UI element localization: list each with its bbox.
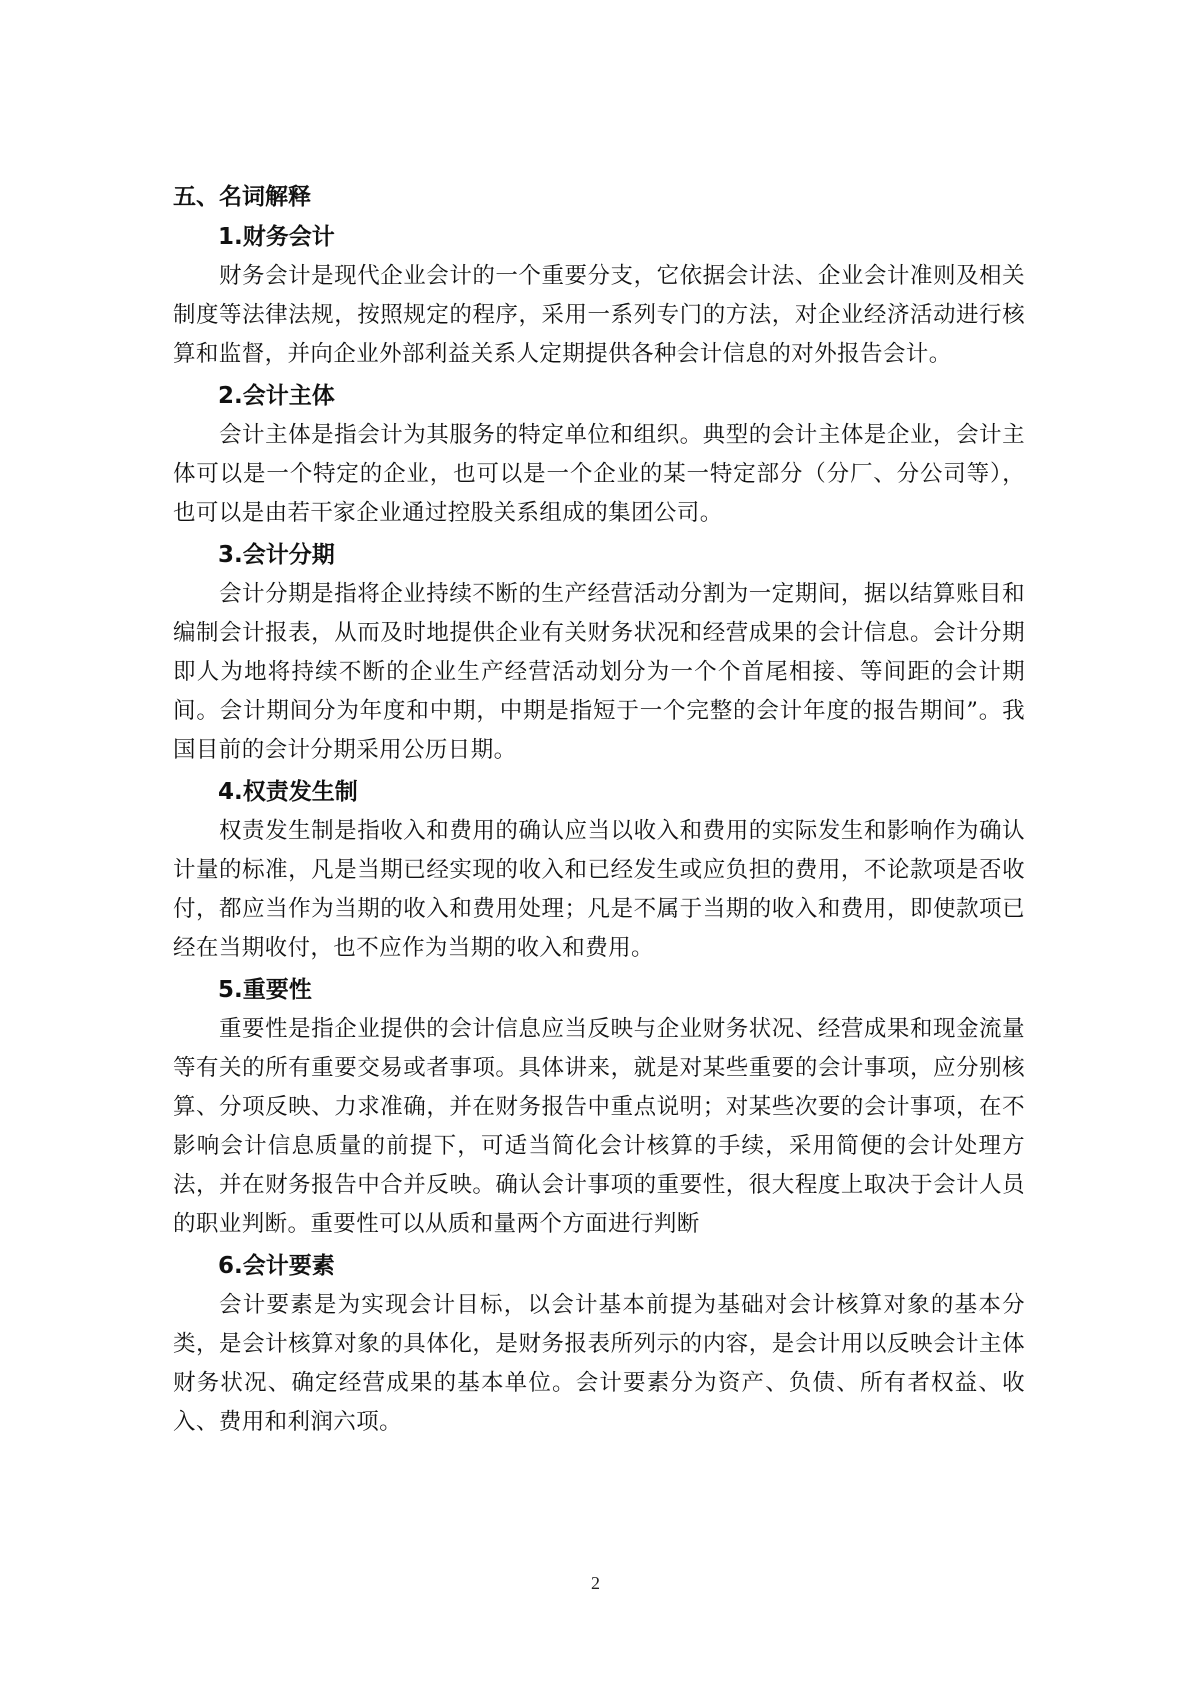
page-number: 2 <box>591 1573 600 1593</box>
page-content <box>173 177 1025 1444</box>
section-title: 五、名词解释 <box>173 184 311 210</box>
term-title-financial-accounting: 1.财务会计 <box>218 224 335 250</box>
term-title-accounting-entity: 2.会计主体 <box>218 383 335 409</box>
term-title-accounting-elements: 6.会计要素 <box>218 1253 335 1279</box>
term-title-accounting-period: 3.会计分期 <box>218 542 335 568</box>
term-title-accrual-basis: 4.权责发生制 <box>218 779 358 805</box>
term-body-accrual-basis: 权责发生制是指收入和费用的确认应当以收入和费用的实际发生和影响作为确认计量的标准，凡是当期已经实现的收入和已经发生或应负担的费用，不论款项是否收付，都应当作为当期的收入和费用处理；凡是不属于当期的收入和费用，即使款项已经在当期收付，也不应作为当期的收入和费用。 <box>173 818 1025 961</box>
term-body-materiality: 重要性是指企业提供的会计信息应当反映与企业财务状况、经营成果和现金流量等有关的所有重要交易或者事项。具体讲来，就是对某些重要的会计事项，应分别核算、分项反映、力求准确，并在财务报告中重点说明；对某些次要的会计事项，在不影响会计信息质量的前提下，可适当简化会计核算的手续，采用简便的会计处理方法，并在财务报告中合并反映。确认会计事项的重要性，很大程度上取决于会计人员的职业判断。重要性可以从质和量两个方面进行判断 <box>173 1016 1025 1237</box>
term-body-accounting-period: 会计分期是指将企业持续不断的生产经营活动分割为一定期间，据以结算账目和编制会计报表，从而及时地提供企业有关财务状况和经营成果的会计信息。会计分期即人为地将持续不断的企业生产经营活动划分为一个个首尾相接、等间距的会计期间。会计期间分为年度和中期，中期是指短于一个完整的会计年度的报告期间”。我国目前的会计分期采用公历日期。 <box>173 581 1025 763</box>
term-body-accounting-entity: 会计主体是指会计为其服务的特定单位和组织。典型的会计主体是企业，会计主体可以是一个特定的企业，也可以是一个企业的某一特定部分（分厂、分公司等），也可以是由若干家企业通过控股关系组成的集团公司。 <box>173 422 1025 526</box>
term-body-financial-accounting: 财务会计是现代企业会计的一个重要分支，它依据会计法、企业会计准则及相关制度等法律法规，按照规定的程序，采用一系列专门的方法，对企业经济活动进行核算和监督，并向企业外部利益关系人定期提供各种会计信息的对外报告会计。 <box>173 263 1025 367</box>
term-title-materiality: 5.重要性 <box>218 977 312 1003</box>
term-body-accounting-elements: 会计要素是为实现会计目标，以会计基本前提为基础对会计核算对象的基本分类，是会计核算对象的具体化，是财务报表所列示的内容，是会计用以反映会计主体财务状况、确定经营成果的基本单位。会计要素分为资产、负债、所有者权益、收入、费用和利润六项。 <box>173 1292 1025 1435</box>
